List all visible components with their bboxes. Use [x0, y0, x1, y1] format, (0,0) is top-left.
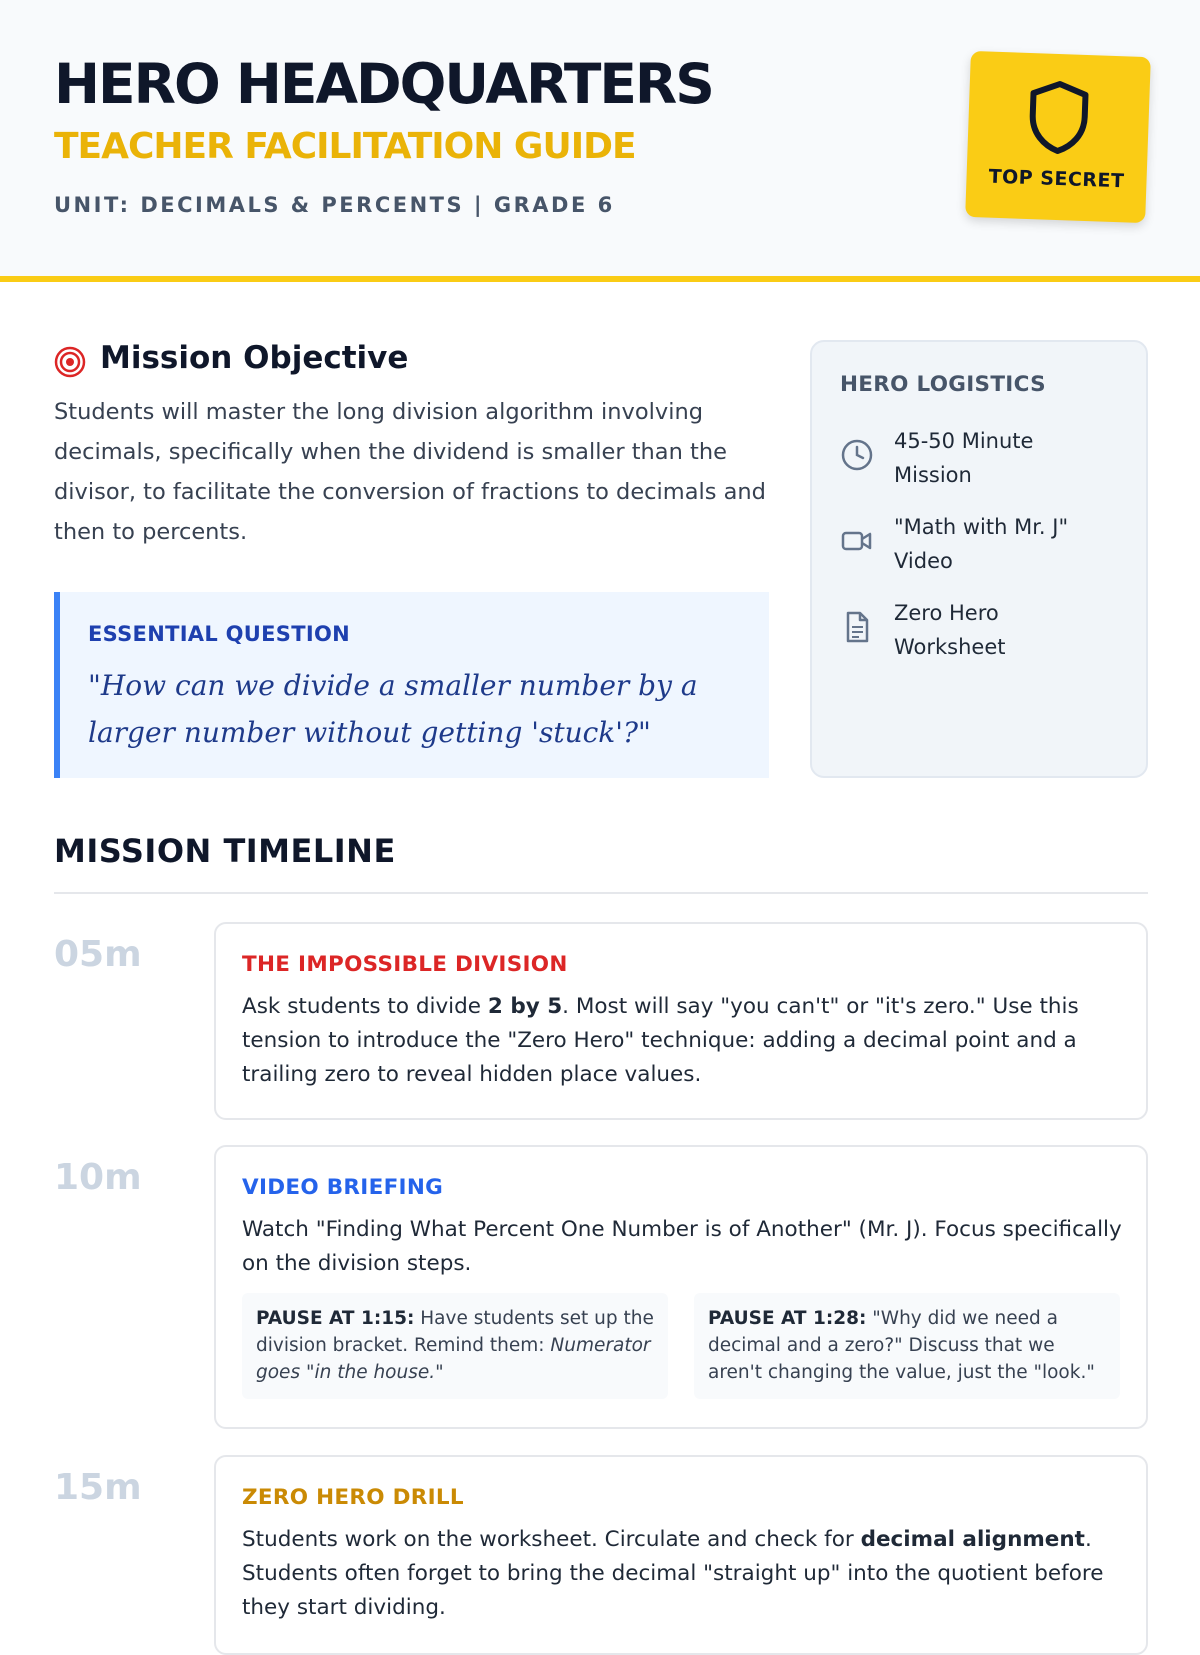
pause-note: PAUSE AT 1:15: Have students set up the division bracket. Remind them: Numerator goes "in the house."	[242, 1293, 668, 1399]
timeline-step-card	[214, 1455, 1148, 1655]
step-description: Ask students to divide 2 by 5. Most will say "you can't" or "it's zero." Use this tension to introduce the "Zero Hero" technique: adding a decimal point and a trailing zero to reveal hidden place values.	[242, 994, 1079, 1087]
step-time: 05m	[54, 934, 142, 975]
timeline-divider	[54, 892, 1148, 894]
header	[0, 0, 1200, 282]
step-title: THE IMPOSSIBLE DIVISION	[242, 952, 568, 977]
step-description: Students work on the worksheet. Circulate and check for decimal alignment. Students often forget to bring the decimal "straight up" into the quotient before they start dividing.	[242, 1527, 1104, 1620]
page-title: HERO HEADQUARTERS	[54, 52, 713, 116]
timeline-step-card	[214, 1145, 1148, 1429]
logistics-item-label: 45-50 Minute Mission	[894, 429, 1034, 487]
clock-icon	[840, 438, 874, 472]
objective-text: Students will master the long division algorithm involving decimals, specifically when the dividend is smaller than the divisor, to facilitate the conversion of fractions to decimals and then to percents.	[54, 399, 766, 545]
target-icon	[54, 346, 86, 378]
document-icon	[840, 610, 874, 644]
timeline-step-card	[214, 922, 1148, 1120]
badge-label: TOP SECRET	[988, 165, 1125, 193]
logistics-item-label: Zero Hero Worksheet	[894, 601, 1006, 659]
essential-question-label: ESSENTIAL QUESTION	[88, 622, 350, 646]
essential-question-box	[54, 592, 769, 778]
logistics-card	[810, 340, 1148, 778]
step-description: Watch "Finding What Percent One Number is of Another" (Mr. J). Focus specifically on the division steps.	[242, 1217, 1122, 1276]
timeline-heading: MISSION TIMELINE	[54, 832, 396, 870]
logistics-title: HERO LOGISTICS	[840, 372, 1046, 397]
objective-heading: Mission Objective	[100, 340, 409, 376]
video-icon	[840, 524, 874, 558]
essential-question-quote: "How can we divide a smaller number by a larger number without getting 'stuck'?"	[88, 669, 698, 749]
pause-note: PAUSE AT 1:28: "Why did we need a decimal and a zero?" Discuss that we aren't changing the value, just the "look."	[694, 1293, 1120, 1399]
shield-icon	[1025, 79, 1092, 155]
logistics-item-label: "Math with Mr. J" Video	[894, 515, 1069, 573]
step-title: ZERO HERO DRILL	[242, 1485, 464, 1510]
unit-label: UNIT: DECIMALS & PERCENTS | GRADE 6	[54, 193, 615, 217]
step-time: 15m	[54, 1467, 142, 1508]
top-secret-badge	[965, 51, 1151, 223]
step-title: VIDEO BRIEFING	[242, 1175, 444, 1200]
step-time: 10m	[54, 1157, 142, 1198]
page-subtitle: TEACHER FACILITATION GUIDE	[54, 126, 636, 167]
